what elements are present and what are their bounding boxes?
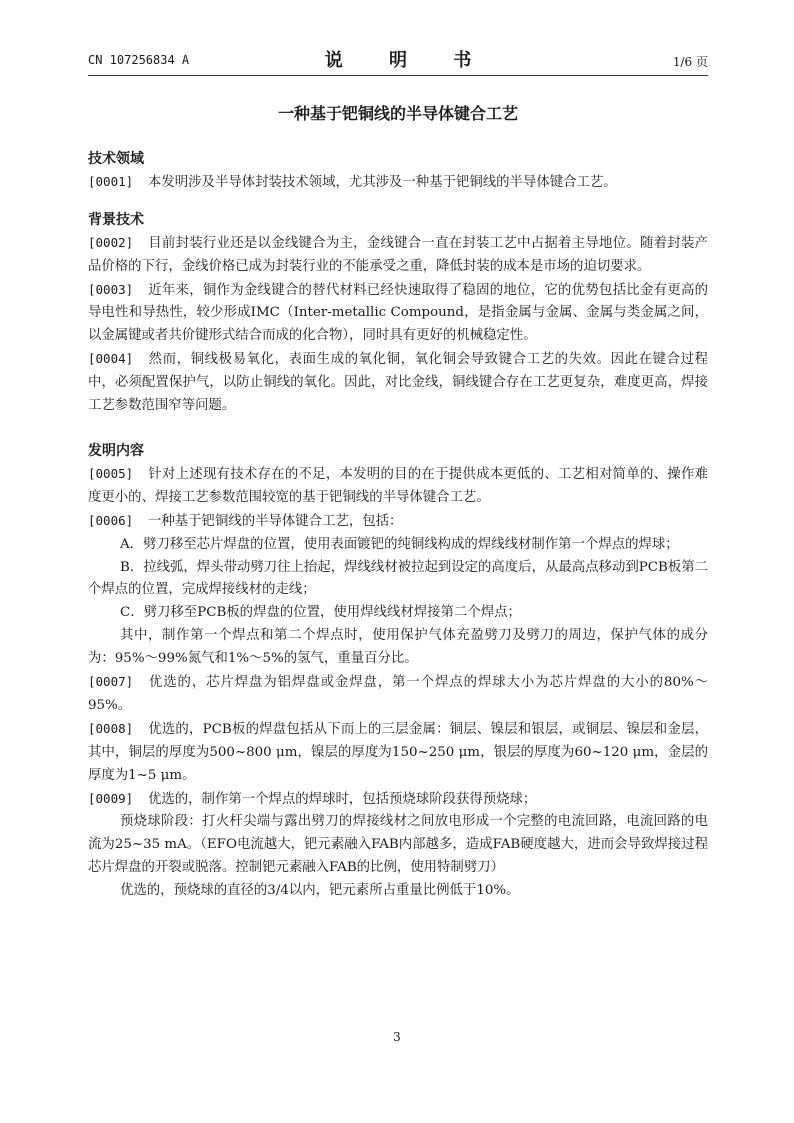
page-header [88, 44, 708, 72]
document-body [88, 148, 708, 903]
paragraph-text: 然而，铜线极易氧化，表面生成的氧化铜，氧化铜会导致键合工艺的失效。因此在键合过程中，必须配置保护气，以防止铜线的氧化。因此，对比金线，铜线键合存在工艺更复杂，难度更高，焊接工艺参数范围窄等问题。 [88, 352, 708, 414]
paragraph-number: [0003] [88, 281, 134, 297]
document-title: 一种基于钯铜线的半导体键合工艺 [277, 104, 518, 123]
page-indicator: 1/6 页 [672, 55, 708, 69]
paragraph-0007 [88, 671, 708, 718]
paragraph-text: 本发明涉及半导体封装技术领域，尤其涉及一种基于钯铜线的半导体键合工艺。 [148, 174, 617, 190]
paragraph-0006 [88, 510, 708, 534]
section-heading-summary: 发明内容 [88, 442, 144, 459]
section-heading-field: 技术领域 [88, 151, 144, 167]
paragraph-0002 [88, 232, 708, 279]
paragraph-text: 目前封装行业还是以金线键合为主，金线键合一直在封装工艺中占据着主导地位。随着封装产品价格的下行，金线价格已成为封装行业的不能承受之重，降低封装的成本是市场的迫切要求。 [88, 235, 708, 274]
paragraph-text: 近年来，铜作为金线键合的替代材料已经快速取得了稳固的地位，它的优势包括比金有更高的导电性和导热性，较少形成IMC（Inter-metallic Compound，是指金属与金属、金属与类金属之间，以金属键或者共价键形式结合而成的化合物），同时具有更好的机械稳定性。 [88, 282, 708, 344]
step-b: B．拉线弧，焊头带动劈刀往上抬起，焊线线材被拉起到设定的高度后，从最高点移动到PCB板第二个焊点的位置，完成焊接线材的走线； [88, 559, 708, 598]
paragraph-text: 优选的，芯片焊盘为铝焊盘或金焊盘，第一个焊点的焊球大小为芯片焊盘的大小的80%～95%。 [88, 675, 708, 713]
paragraph-text: 优选的，制作第一个焊点的焊球时，包括预烧球阶段获得预烧球； [148, 791, 537, 807]
paragraph-0005 [88, 463, 708, 510]
step-c: C．劈刀移至PCB板的焊盘的位置，使用焊线线材焊接第二个焊点； [120, 605, 521, 621]
paragraph-number: [0006] [88, 512, 134, 528]
paragraph-text: 一种基于钯铜线的半导体键合工艺，包括： [148, 513, 403, 529]
paragraph-number: [0001] [88, 173, 134, 189]
paragraph-text: 优选的，PCB板的焊盘包括从下而上的三层金属：铜层、镍层和银层，或铜层、镍层和金层，其中，铜层的厚度为500~800 μm，镍层的厚度为150~250 μm，银层的厚度为60~120 μm，金层的厚度为1~5 μm。 [88, 721, 708, 783]
document-type: 说 明 书 [324, 50, 492, 71]
paragraph-0009 [88, 788, 708, 812]
protective-gas-note: 其中，制作第一个焊点和第二个焊点时，使用保护气体充盈劈刀及劈刀的周边，保护气体的成分为：95%～99%氮气和1%～5%的氢气，重量百分比。 [88, 628, 708, 667]
patent-number: CN 107256834 A [88, 53, 190, 67]
paragraph-number: [0009] [88, 790, 134, 806]
paragraph-number: [0005] [88, 465, 134, 481]
paragraph-0008 [88, 718, 708, 788]
preferred-note: 优选的，预烧球的直径的3/4以内，钯元素所占重量比例低于10%。 [120, 883, 520, 899]
paragraph-text: 针对上述现有技术存在的不足，本发明的目的在于提供成本更低的、工艺相对简单的、操作难度更小的、焊接工艺参数范围较宽的基于钯铜线的半导体键合工艺。 [88, 466, 708, 505]
paragraph-number: [0008] [88, 720, 134, 736]
paragraph-0004 [88, 348, 708, 418]
page-number: 3 [393, 1030, 401, 1044]
paragraph-0003 [88, 279, 708, 349]
paragraph-0001 [88, 171, 708, 195]
paragraph-number: [0004] [88, 351, 134, 367]
paragraph-number: [0007] [88, 674, 134, 690]
header-divider [88, 75, 708, 76]
section-heading-background: 背景技术 [88, 211, 144, 228]
paragraph-number: [0002] [88, 234, 134, 250]
step-a: A．劈刀移至芯片焊盘的位置，使用表面镀钯的纯铜线构成的焊线线材制作第一个焊点的焊球； [120, 536, 679, 552]
preball-stage: 预烧球阶段：打火杆尖端与露出劈刀的焊接线材之间放电形成一个完整的电流回路，电流回路的电流为25~35 mA。（EFO电流越大，钯元素融入FAB内部越多，造成FAB硬度越大，进而会导致焊接过程芯片焊盘的开裂或脱落。控制钯元素融入FAB的比例，使用特制劈刀） [88, 814, 708, 876]
